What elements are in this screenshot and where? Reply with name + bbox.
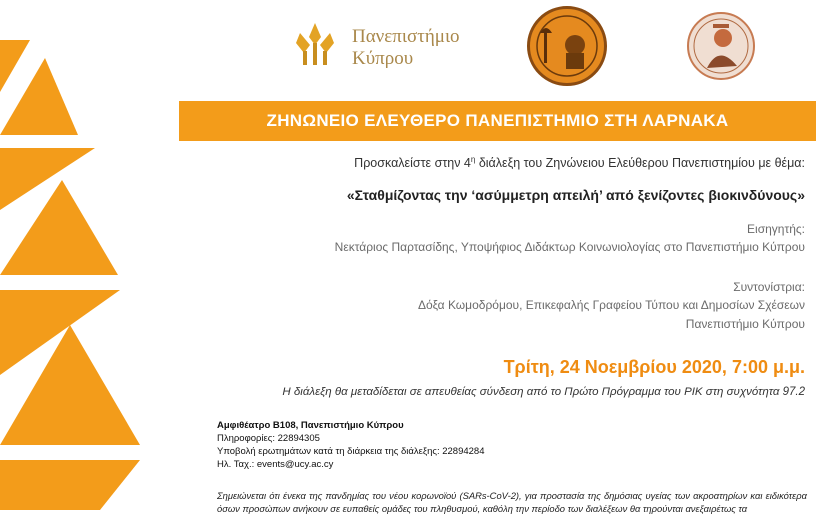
broadcast-info: Η διάλεξη θα μεταδίδεται σε απευθείας σύνδεση από το Πρώτο Πρόγραμμα του ΡΙΚ στη συχνότητα 97.2: [282, 386, 805, 398]
university-emblem-icon: [290, 19, 340, 69]
invitation-text-start: Προσκαλείστε στην 4: [354, 156, 471, 171]
coordinator-line1: Δόξα Κωμοδρόμου, Επικεφαλής Γραφείου Τύπου και Δημοσίων Σχέσεων: [417, 298, 805, 312]
coordinator-line2: Πανεπιστήμιο Κύπρου: [685, 317, 805, 331]
zenon-seal-icon: [687, 12, 755, 80]
title-banner: [179, 101, 816, 141]
venue-details: [217, 419, 485, 471]
invitation-text: [354, 155, 805, 170]
covid-note: Σημειώνεται ότι ένεκα της πανδημίας του νέου κορωνοϊού (SARs-CoV-2), για προστασία της δημόσιας υγείας των ακροατηρίων και ειδικότερα όσων προσώπων ανήκουν σε ευπαθείς ομάδες του πληθυσμού, καθόλη την περίοδο των διαλέξεων θα τηρούνται ανεξαιρέτως τα: [217, 490, 807, 514]
venue-location: Αμφιθέατρο Β108, Πανεπιστήμιο Κύπρου: [217, 420, 404, 431]
lecture-datetime: Τρίτη, 24 Νοεμβρίου 2020, 7:00 μ.μ.: [503, 357, 805, 377]
university-logo: [290, 16, 500, 72]
university-name-line2: Κύπρου: [352, 48, 414, 69]
decorative-stripes: [0, 0, 150, 510]
banner-title: ΖΗΝΩΝΕΙΟ ΕΛΕΥΘΕΡΟ ΠΑΝΕΠΙΣΤΗΜΙΟ ΣΤΗ ΛΑΡΝΑΚΑ: [266, 111, 729, 130]
invitation-text-end: διάλεξη του Ζηνώνειου Ελεύθερου Πανεπιστημίου με θέμα:: [475, 156, 805, 171]
municipality-seal-icon: [527, 6, 607, 86]
university-name-line1: Πανεπιστήμιο: [352, 26, 460, 47]
ordinal-superscript: η: [470, 155, 476, 164]
speaker-label: Εισηγητής:: [747, 222, 805, 236]
coordinator-label: Συντονίστρια:: [733, 280, 805, 294]
speaker-name: Νεκτάριος Παρτασίδης, Υποψήφιος Διδάκτωρ Κοινωνιολογίας στο Πανεπιστήμιο Κύπρου: [334, 240, 805, 254]
venue-questions-phone: Υποβολή ερωτημάτων κατά τη διάρκεια της διάλεξης: 22894284: [217, 446, 485, 457]
venue-info-phone: Πληροφορίες: 22894305: [217, 433, 320, 444]
lecture-title: «Σταθμίζοντας την ‘ασύμμετρη απειλή’ από ξενίζοντες βιοκινδύνους»: [346, 187, 805, 203]
venue-email[interactable]: Ηλ. Ταχ.: events@ucy.ac.cy: [217, 459, 334, 470]
